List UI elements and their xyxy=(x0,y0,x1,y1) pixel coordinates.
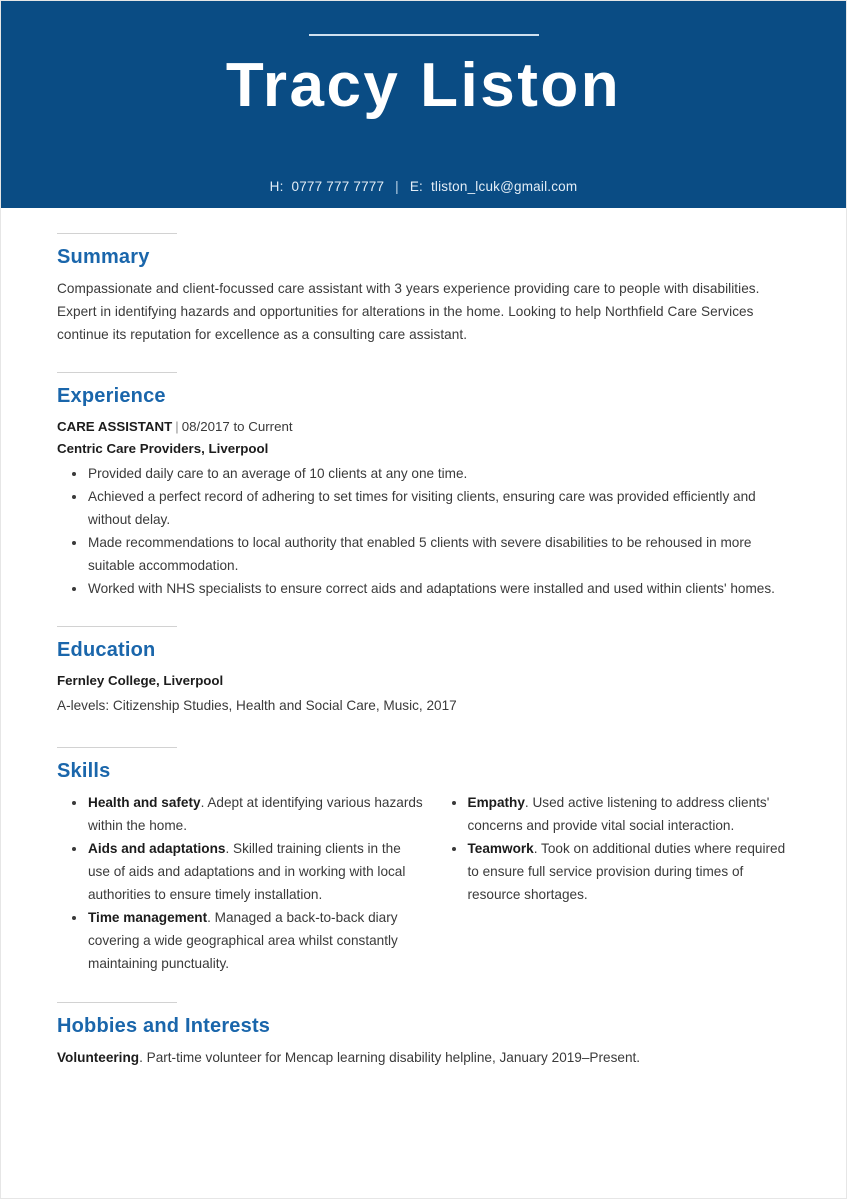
skill-lead: Health and safety xyxy=(88,795,201,810)
hobby-detail: . Part-time volunteer for Mencap learning disability helpline, January 2019–Present. xyxy=(139,1050,641,1065)
section-title-summary: Summary xyxy=(57,246,150,268)
hobbies-text xyxy=(57,1046,790,1069)
skill-lead: Time management xyxy=(88,910,208,925)
experience-bullet-list xyxy=(57,462,790,600)
list-item: Worked with NHS specialists to ensure correct aids and adaptations were installed and used within clients' homes. xyxy=(57,577,790,600)
skill-text: . Skilled training clients in the use of aids and adaptations and in working with local authorities to ensure timely installation. xyxy=(88,841,406,902)
resume-header xyxy=(1,1,846,208)
section-summary xyxy=(57,233,790,346)
summary-text: Compassionate and client-focussed care assistant with 3 years experience providing care to people with disabilities. Expert in identifying hazards and opportunities for alterations in the home. Looking to help Northfield Care Services continue its reputation for excellence as a consulting care assistant. xyxy=(57,281,760,342)
education-school: Fernley College, Liverpool xyxy=(57,673,224,688)
skills-bullet-list-right xyxy=(437,791,791,906)
skill-lead: Empathy xyxy=(467,795,525,810)
header-divider-rule xyxy=(309,34,539,36)
list-item xyxy=(437,791,791,837)
skill-text: . Adept at identifying various hazards within the home. xyxy=(88,795,423,833)
section-divider-rule xyxy=(57,372,177,373)
skills-column-left xyxy=(57,791,424,975)
skills-bullet-list-left xyxy=(57,791,424,975)
resume-body xyxy=(1,208,846,1069)
section-skills xyxy=(57,747,790,975)
section-experience xyxy=(57,372,790,600)
skill-text: . Used active listening to address clients' concerns and provide vital social interaction. xyxy=(467,795,770,833)
skills-columns xyxy=(57,791,790,975)
job-role-line xyxy=(57,416,790,438)
job-separator: | xyxy=(175,419,179,434)
skill-text: . Took on additional duties where required to ensure full service provision during times of resource shortages. xyxy=(467,841,786,902)
job-role: CARE ASSISTANT xyxy=(57,419,173,434)
list-item xyxy=(57,837,424,906)
list-item xyxy=(57,906,424,975)
list-item: Achieved a perfect record of adhering to set times for visiting clients, ensuring care was provided efficiently and without delay. xyxy=(57,485,790,531)
job-company: Centric Care Providers, Liverpool xyxy=(57,441,269,456)
hobby-lead: Volunteering xyxy=(57,1050,140,1065)
section-title-education: Education xyxy=(57,639,156,661)
candidate-name: Tracy Liston xyxy=(225,51,622,120)
section-divider-rule xyxy=(57,233,177,234)
section-title-skills: Skills xyxy=(57,760,111,782)
list-item: Provided daily care to an average of 10 clients at any one time. xyxy=(57,462,790,485)
section-title-hobbies: Hobbies and Interests xyxy=(57,1015,271,1037)
section-title-experience: Experience xyxy=(57,385,166,407)
education-detail: A-levels: Citizenship Studies, Health and Social Care, Music, 2017 xyxy=(57,698,457,713)
contact-separator: | xyxy=(395,179,399,194)
section-divider-rule xyxy=(57,1002,177,1003)
email-value: tliston_lcuk@gmail.com xyxy=(430,179,578,194)
section-hobbies xyxy=(57,1002,790,1069)
phone-label: H: xyxy=(269,179,284,194)
skill-text: . Managed a back-to-back diary covering a wide geographical area whilst constantly maintaining punctuality. xyxy=(88,910,398,971)
skills-column-right xyxy=(424,791,791,975)
experience-entry xyxy=(57,416,790,600)
list-item xyxy=(437,837,791,906)
list-item: Made recommendations to local authority that enabled 5 clients with severe disabilities to be rehoused in more suitable accommodation. xyxy=(57,531,790,577)
section-education xyxy=(57,626,790,717)
list-item xyxy=(57,791,424,837)
contact-line xyxy=(1,179,846,194)
section-divider-rule xyxy=(57,747,177,748)
skill-lead: Teamwork xyxy=(467,841,534,856)
phone-value: 0777 777 7777 xyxy=(291,179,385,194)
email-label: E: xyxy=(409,179,423,194)
job-dates: 08/2017 to Current xyxy=(181,419,293,434)
section-divider-rule xyxy=(57,626,177,627)
skill-lead: Aids and adaptations xyxy=(88,841,226,856)
